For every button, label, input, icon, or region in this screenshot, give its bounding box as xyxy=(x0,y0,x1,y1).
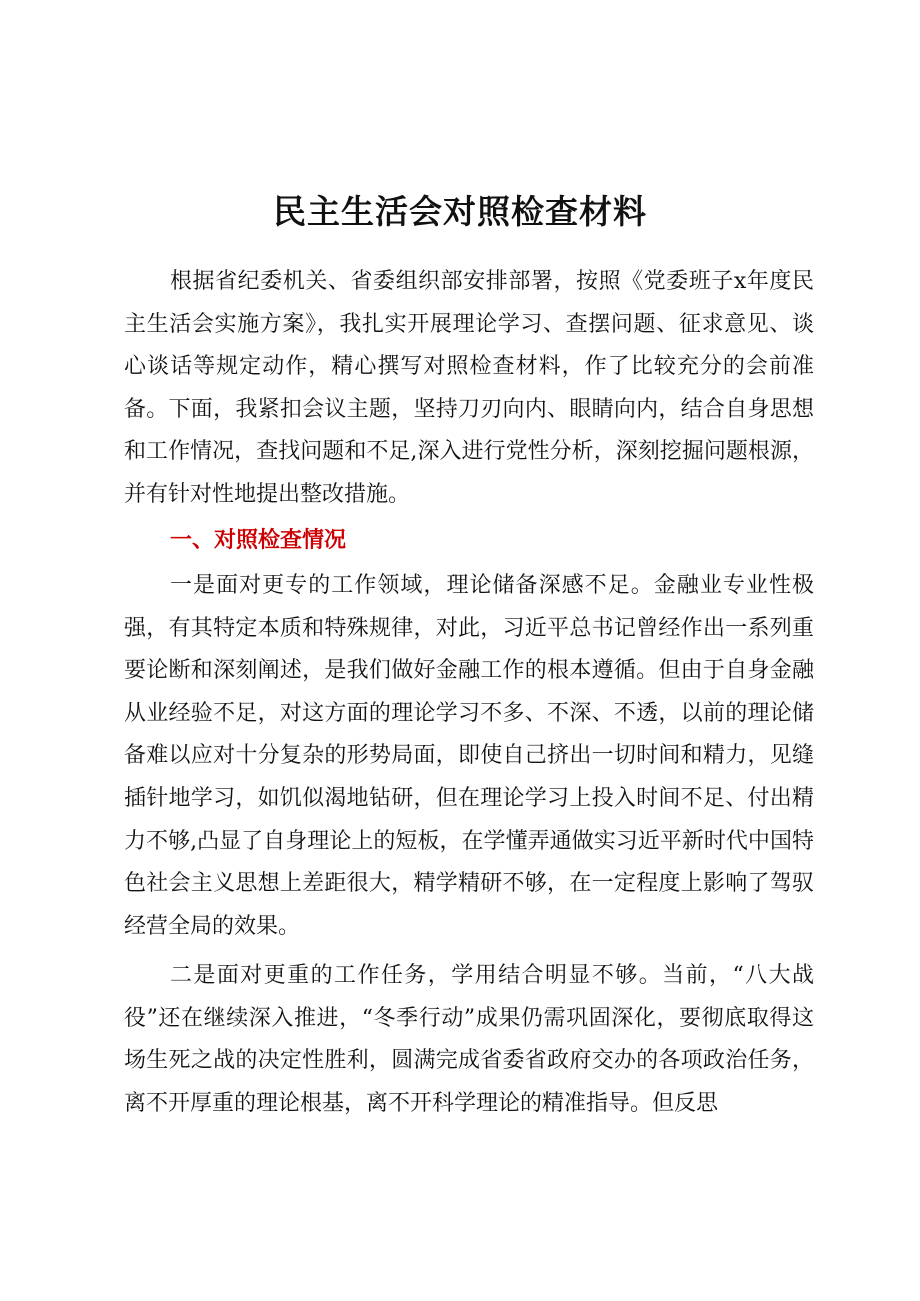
document-title: 民主生活会对照检查材料 xyxy=(273,192,647,231)
section-heading: 一、对照检查情况 xyxy=(170,528,347,553)
point-two-paragraph: 二是面对更重的工作任务，学用结合明显不够。当前，“八大战役”还在继续深入推进，“冬季行动”成果仍需巩固深化，要彻底取得这场生死之战的决定性胜利，圆满完成省委省政府交办的各项政治任务，离不开厚重的理论根基，离不开科学理论的精准指导。但反思 xyxy=(124,963,814,1116)
intro-paragraph: 根据省纪委机关、省委组织部安排部署，按照《党委班子x年度民主生活会实施方案》，我扎实开展理论学习、查摆问题、征求意见、谈心谈话等规定动作，精心撰写对照检查材料，作了比较充分的会前准备。下面，我紧扣会议主题，坚持刀刃向内、眼睛向内，结合自身思想和工作情况，查找问题和不足,深入进行党性分析，深刻挖掘问题根源，并有针对性地提出整改措施。 xyxy=(124,269,814,507)
point-one-paragraph: 一是面对更专的工作领域，理论储备深感不足。金融业专业性极强，有其特定本质和特殊规律，对此，习近平总书记曾经作出一系列重要论断和深刻阐述，是我们做好金融工作的根本遵循。但由于自身金融从业经验不足，对这方面的理论学习不多、不深、不透，以前的理论储备难以应对十分复杂的形势局面，即使自己挤出一切时间和精力，见缝插针地学习，如饥似渴地钻研，但在理论学习上投入时间不足、付出精力不够,凸显了自身理论上的短板，在学懂弄通做实习近平新时代中国特色社会主义思想上差距很大，精学精研不够，在一定程度上影响了驾驭经营全局的效果。 xyxy=(124,573,814,939)
